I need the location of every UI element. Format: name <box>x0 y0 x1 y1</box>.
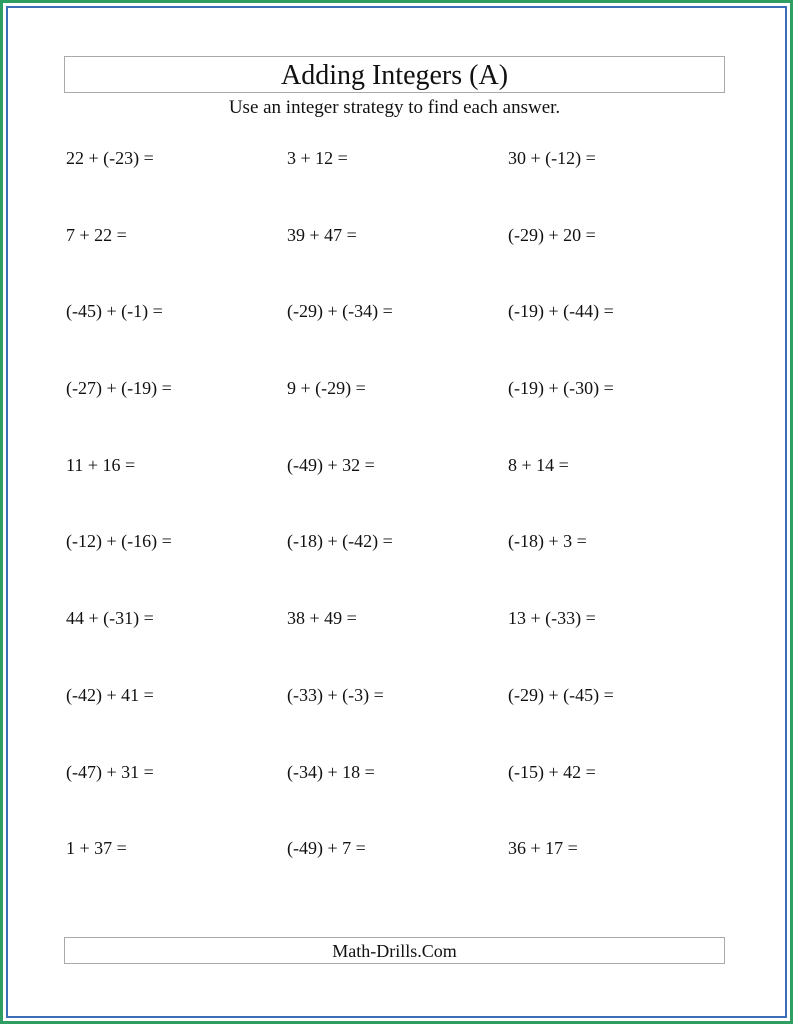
footer-brand: Math-Drills.Com <box>64 937 725 964</box>
problem-item: (-27) + (-19) = <box>66 378 172 399</box>
problem-item: 7 + 22 = <box>66 224 127 245</box>
problem-item: 3 + 12 = <box>287 148 348 168</box>
worksheet-title: Adding Integers (A) <box>64 56 725 93</box>
problem-item: (-15) + 42 = <box>508 761 596 782</box>
problem-item: 36 + 17 = <box>508 838 578 859</box>
problem-item: (-47) + 31 = <box>66 761 154 782</box>
worksheet-instructions: Use an integer strategy to find each answer. <box>228 97 561 118</box>
problem-item: (-18) + (-42) = <box>287 531 393 552</box>
problem-item: 9 + (-29) = <box>287 378 366 399</box>
problem-item: 1 + 37 = <box>66 838 127 859</box>
problem-item: 13 + (-33) = <box>508 608 596 629</box>
problem-item: (-42) + 41 = <box>66 684 154 705</box>
problem-item: (-29) + (-34) = <box>287 301 393 322</box>
problem-item: 8 + 14 = <box>508 454 569 475</box>
problem-item: (-33) + (-3) = <box>287 684 384 705</box>
problem-item: 11 + 16 = <box>66 454 136 475</box>
problem-item: (-49) + 32 = <box>287 454 375 475</box>
problem-item: 38 + 49 = <box>287 608 357 629</box>
problem-item: (-29) + 20 = <box>508 224 596 245</box>
problem-item: (-19) + (-30) = <box>508 378 614 399</box>
problem-item: 44 + (-31) = <box>66 608 154 629</box>
problem-item: 39 + 47 = <box>287 224 357 245</box>
problem-item: (-12) + (-16) = <box>66 531 172 552</box>
problem-item: 30 + (-12) = <box>508 148 596 168</box>
problem-item: (-29) + (-45) = <box>508 684 614 705</box>
problem-grid <box>66 146 726 913</box>
problem-item: (-49) + 7 = <box>287 838 366 859</box>
problem-item: (-45) + (-1) = <box>66 301 163 322</box>
problem-item: (-18) + 3 = <box>508 531 587 552</box>
problem-item: (-34) + 18 = <box>287 761 375 782</box>
problem-item: 22 + (-23) = <box>66 148 154 168</box>
problem-item: (-19) + (-44) = <box>508 301 614 322</box>
